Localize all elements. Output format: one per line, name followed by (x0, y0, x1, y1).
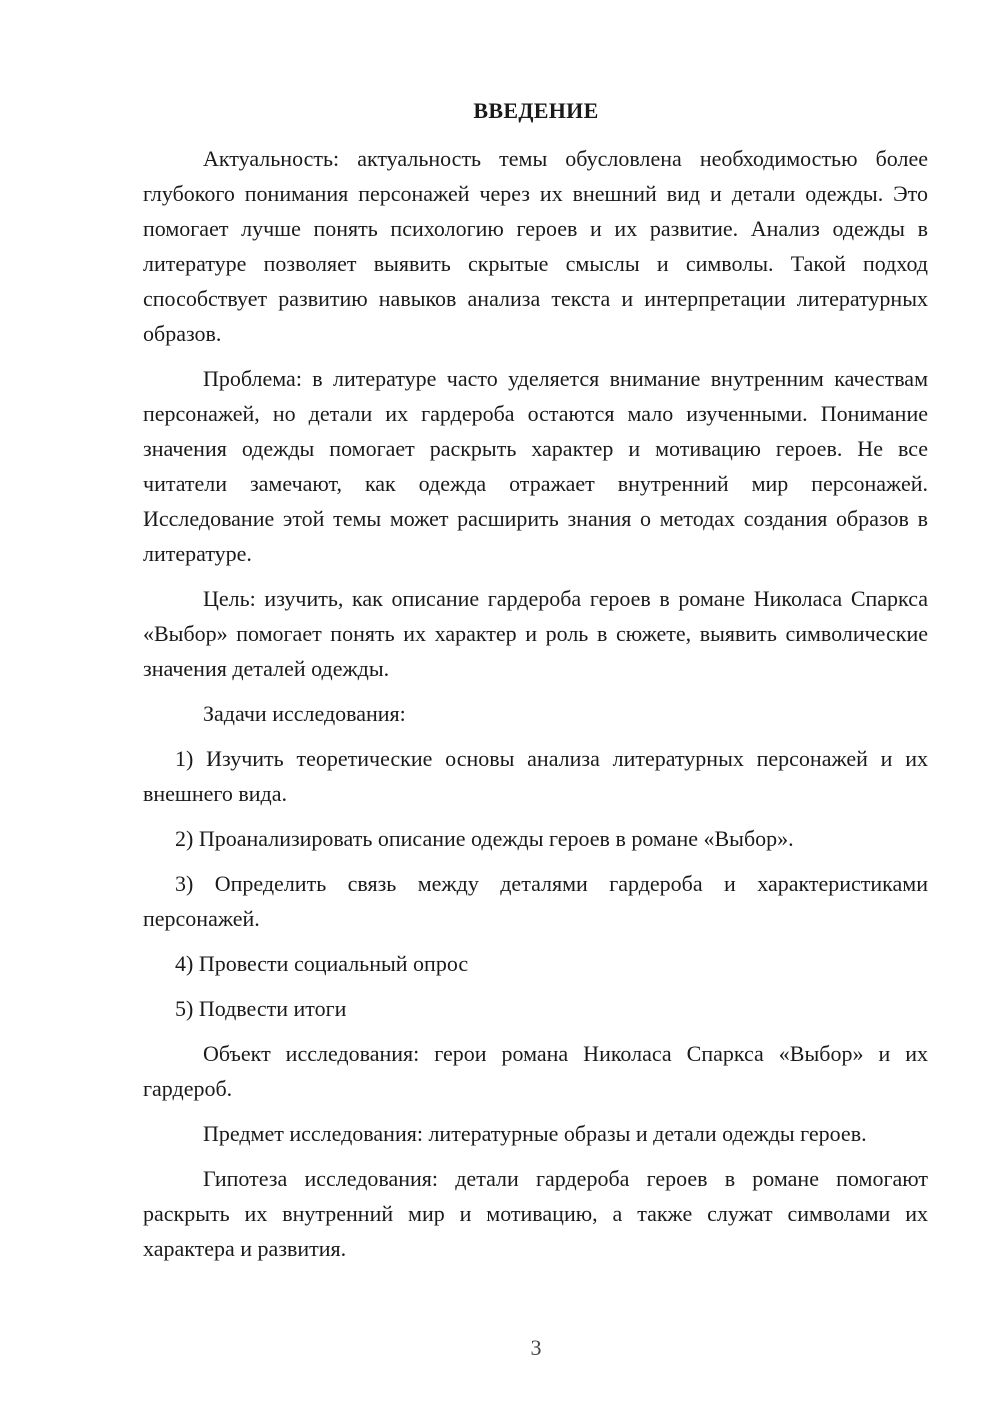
list-item: 5) Подвести итоги (175, 996, 347, 1021)
subject-paragraph: Предмет исследования: литературные образы и детали одежды героев. (203, 1121, 867, 1146)
tasks-list (143, 741, 928, 1026)
tasks-heading: Задачи исследования: (203, 701, 406, 726)
list-item: 2) Проанализировать описание одежды героев в романе «Выбор». (175, 826, 794, 851)
page-title: ВВЕДЕНИЕ (473, 98, 599, 123)
page-number: 3 (530, 1335, 542, 1360)
document-body (143, 141, 928, 1276)
relevance-paragraph: Актуальность: актуальность темы обусловлена необходимостью более глубокого понимания персонажей через их внешний вид и детали одежды. Это помогает лучше понять психологию героев и их развитие. Анализ одежды в литературе позволяет выявить скрытые смыслы и символы. Такой подход способствует развитию навыков анализа текста и интерпретации литературных образов. (143, 146, 928, 346)
hypothesis-paragraph: Гипотеза исследования: детали гардероба героев в романе помогают раскрыть их внутренний мир и мотивацию, а также служат символами их характера и развития. (143, 1166, 928, 1261)
object-paragraph: Объект исследования: герои романа Николаса Спаркса «Выбор» и их гардероб. (143, 1041, 928, 1101)
goal-paragraph: Цель: изучить, как описание гардероба героев в романе Николаса Спаркса «Выбор» помогает понять их характер и роль в сюжете, выявить символические значения деталей одежды. (143, 586, 928, 681)
list-item: 4) Провести социальный опрос (175, 951, 469, 976)
problem-paragraph: Проблема: в литературе часто уделяется внимание внутренним качествам персонажей, но детали их гардероба остаются мало изученными. Понимание значения одежды помогает раскрыть характер и мотивацию героев. Не все читатели замечают, как одежда отражает внутренний мир персонажей. Исследование этой темы может расширить знания о методах создания образов в литературе. (143, 366, 928, 566)
list-item: 3) Определить связь между деталями гардероба и характеристиками персонажей. (143, 871, 928, 931)
list-item: 1) Изучить теоретические основы анализа литературных персонажей и их внешнего вида. (143, 746, 928, 806)
